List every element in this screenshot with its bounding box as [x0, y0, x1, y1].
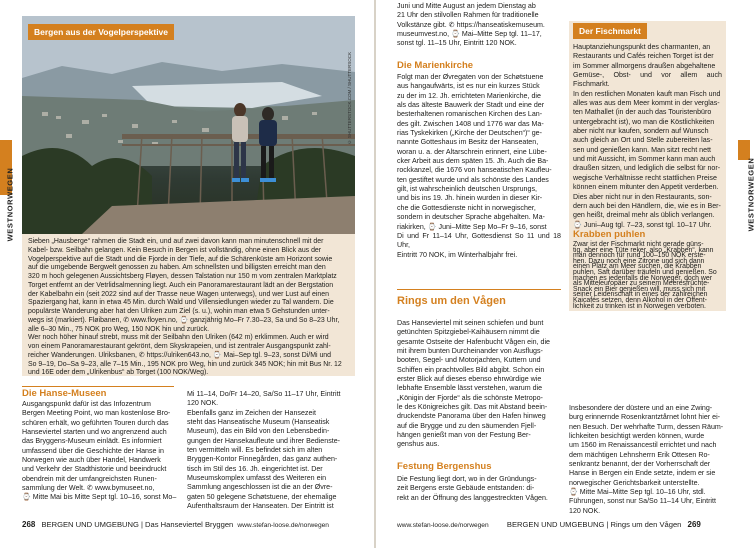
column-4-bottom-text: [569, 404, 726, 516]
text-line: museumvest.no, ⌚ Mai–Mitte Sep tgl. 11–17,: [397, 30, 542, 39]
text-line: seiner Leidenschaft in eines der zahlreichen: [573, 291, 708, 299]
text-line: wegische Verhältnisse recht stattlichen Preise: [573, 173, 717, 182]
text-line: Wer noch höher hinauf strebt, muss mit der Seilbahn den Ulriken (642 m) erklimmen. Auch er wird: [28, 334, 329, 342]
text-line: Dies aber nicht nur in den Restaurants, son-: [573, 192, 712, 201]
text-line: Volkstänze gibt. ✆ https://hanseatiskemuseum.: [397, 20, 545, 29]
text-line: Sieben „Hausberge“ rahmen die Stadt ein, und auf zwei davon kann man minutenschnell mit der: [28, 238, 324, 245]
text-line: „Königin der Fjorde“ als die schönste Metropo-: [397, 393, 543, 402]
text-line: nen Besuch. Der wehrhafte Turm, dessen Räum-: [569, 422, 724, 431]
column-2-text: [187, 390, 355, 511]
fischmarkt-title: Der Fischmarkt: [573, 23, 647, 39]
text-line: und mit Aussicht, im Sommer kann man auch: [573, 155, 716, 164]
footer-section: BERGEN UND UMGEBUNG: [41, 520, 139, 529]
text-line: alle 6–30 Min., 75 NOK pro Weg, 150 NOK hin und zurück.: [28, 325, 210, 333]
text-line: umfassend über die Geschichte der Hanse in: [22, 446, 164, 455]
text-line: Mi 11–14, Do/Fr 14–20, Sa/So 11–17 Uhr, Eintritt: [187, 390, 341, 398]
text-line: getünchten Spitzgiebel-Kaihäusern nimmt die: [397, 328, 540, 337]
text-line: Sammlung angeschlossen ist die an der Øvre-: [187, 483, 333, 492]
right-side-label: WESTNORWEGEN: [746, 157, 756, 232]
heading-rule: [22, 386, 174, 387]
text-line: Hanseviertel starten und wo angrenzend auch: [22, 428, 167, 437]
left-side-label: WESTNORWEGEN: [5, 167, 15, 242]
text-line: Die Festung liegt dort, wo in der Gründungs-: [397, 475, 537, 483]
text-line: als das älteste Bauwerk der Stadt und eine der: [397, 101, 545, 110]
text-line: senkrantz benannt, der der Vorherrschaft der: [569, 460, 711, 469]
heading-marienkirche: Die Marienkirche: [397, 60, 474, 71]
text-line: genshus aus.: [397, 440, 440, 449]
text-line: Das Hanseviertel mit seinen schiefen und bunt: [397, 319, 544, 327]
text-line: cker Arbeit aus dem späten 15. Jh. Auch die Ba-: [397, 157, 549, 166]
text-line: der Kabelbahn ein (seit 2022 sind auf der Trasse neue Wagen unterwegs), und wer Lust auf einen: [28, 290, 329, 298]
text-line: ⌚ Juni–Aug tgl. 7–23, sonst tgl. 10–17 Uhr.: [573, 220, 712, 229]
column-3-bottom-text: [397, 319, 561, 450]
text-line: woran u. a. der Altarschrein erinnert, eine Lübe-: [397, 147, 547, 156]
photo-credit: © SHUTTERSTOCK.COM / SHUTTERSOCK: [347, 52, 352, 145]
text-line: Ausgangspunkt dafür ist das Infozentrum: [22, 400, 151, 408]
text-line: und Verkehr der Stadthistorie und beeindruckt: [22, 465, 167, 474]
hausberge-infobox: [22, 234, 355, 376]
text-line: rias Tyskekirken („Kirche der Deutschen“)“ ge-: [397, 129, 542, 138]
footer-subsection: Rings um den Vågen: [610, 520, 682, 529]
text-line: Führungen, sonst nur Sa/So 11–14 Uhr, Eintritt: [569, 497, 716, 506]
text-line: Hauptanziehungspunkt des charmanten, an: [573, 43, 711, 51]
text-line: Folgt man der Øvregaten von der Schøtstuene: [397, 73, 544, 81]
text-line: lichkeiten besichtigt werden können, wurde: [569, 432, 705, 441]
text-line: zeit Bergens erste Gebäude entstanden: di-: [397, 484, 535, 493]
column-3-end-text: [397, 475, 561, 503]
text-line: besterhaltenen romanischen Kirchen des Lan-: [397, 110, 543, 119]
text-line: gaten 50 gelegene Schøtstuene, der ehemalige: [187, 492, 337, 501]
text-line: des gilt. Zwischen 1408 und 1776 war das Ma-: [397, 119, 544, 128]
text-line: Schiffen ein prachtvolles Bild abgibt. Schon ein: [397, 365, 545, 374]
text-line: Torget entfernt an der Vetrlidsalmenning liegt. Auch ein Panoramarestaurant lädt an der Bergstation: [28, 281, 334, 289]
text-line: um 1560 im Renaissancestil errichtet und nach: [569, 441, 717, 450]
footer-section: BERGEN UND UMGEBUNG: [506, 520, 605, 529]
left-footer: 268 BERGEN UND UMGEBUNG | Das Hanseviertel Bryggen www.stefan-loose.de/norwegen: [22, 520, 329, 529]
heading-festung-bergenshus: Festung Bergenshus: [397, 461, 492, 472]
text-line: dem mächtigen Lehnsherrn Erik Ottesen Ro-: [569, 450, 710, 459]
text-line: puhlen, Saft darüber träufeln und genießen. So: [573, 268, 717, 276]
footer-subsection: Das Hanseviertel Bryggen: [145, 520, 234, 529]
infobox-text: [28, 238, 349, 378]
heading-rule: [397, 289, 561, 290]
text-line: Museum), das ein Bild von den Lebensbedin-: [187, 427, 330, 436]
text-line: burg erinnernde Rosenkrantztårnet lohnt hier ei-: [569, 413, 721, 422]
text-line: Di und Fr 11–14 Uhr, Gottesdienst So 11 und 18 Uhr,: [397, 231, 561, 250]
text-line: nannte Gotteshaus im Besitz der Hanseaten,: [397, 138, 539, 147]
text-line: booten, Segel- und Motorjachten, Kuttern und: [397, 356, 541, 365]
text-line: 120 NOK.: [569, 506, 601, 515]
text-line: das Bryggens-Museum einlädt. Es informiert: [22, 437, 162, 446]
text-line: und bis ins 19. Jh. hinein wurden in dieser Kir-: [397, 194, 543, 203]
text-line: Kaicafés setzen, denn Alkohol in der Öffent-: [573, 296, 707, 304]
text-line: riakirken, ⌚ Juni–Mitte Sep Mo–Fr 9–16, sonst: [397, 222, 547, 231]
text-line: auf die umgebende Bergwelt genossen zu haben. Am schnellsten und billigsten erreicht man den: [28, 264, 326, 272]
text-line: auf die Brygge und zu den säumenden Fjell-: [397, 421, 537, 430]
text-line: untergebracht ist), wo man die Köstlichkeiten: [573, 117, 715, 126]
text-line: Eintritt 70 NOK, im Winterhalbjahr frei.: [397, 250, 518, 259]
text-line: sammlung der Welt. ✆ www.bymuseet.no,: [22, 484, 155, 493]
text-line: le des Königreiches gilt. Das mit Abstand beein-: [397, 403, 548, 412]
text-line: aus hangaufwärts, ist es nur ein kurzes Stück: [397, 82, 540, 91]
text-line: 320 m hoch gelegenen Aussichtsberg Fløyen, dessen Talstation nur 150 m vom zentralen Marktplatz: [28, 273, 337, 280]
text-line: Bergen Meeting Point, wo man kostenlose Bro-: [22, 409, 171, 418]
text-line: im Sommer allmorgens draußen abgehaltene: [573, 61, 716, 70]
text-line: Insbesondere der düstere und an eine Zwing-: [569, 404, 713, 412]
text-line: Juni und Mitte August an jedem Dienstag ab: [397, 2, 536, 10]
left-page: [0, 0, 374, 548]
text-line: In den restlichen Monaten kauft man Fisch und: [573, 89, 721, 98]
text-line: tig, aber eine Tüte reker, also „Krabben“, kann: [573, 246, 714, 254]
text-line: alles was aus dem Meer kommt in der verglas-: [573, 99, 720, 108]
text-line: reicher Wanderungen. Ulriksbanen, ✆ https://ulriken643.no, ⌚ Mai–Sep tgl. 9–23, sonst Di/Mi und: [28, 351, 332, 359]
text-line: sonst tgl. 11–15 Uhr, Eintritt 120 NOK.: [397, 39, 517, 48]
text-line: lichkeit zu trinken ist in Norwegen verboten.: [573, 302, 706, 310]
text-line: gen heißt, dreimal mehr als üblich verlangen.: [573, 211, 715, 220]
text-line: man dennoch für rund 100–150 NOK erste-: [573, 252, 706, 260]
fischmarkt-text: [573, 43, 722, 230]
text-line: ten Mathallet (in der auch das Touristenbüro: [573, 108, 712, 117]
text-line: können einem mitunter den Appetit verderben.: [573, 183, 719, 192]
text-line: Restaurants und Cafés reichen Torget ist der: [573, 52, 714, 61]
text-line: ⌚ Mitte Mai bis Mitte Sept tgl. 10–16, sonst Mo–: [22, 493, 177, 502]
text-line: hen. Dazu noch eine Zitrone und sich dann: [573, 257, 705, 265]
text-line: von einem Panoramarestaurant gekrönt, dem Skyskrapeien, und ist zentraler Ausgangspunkt zahl-: [28, 343, 331, 350]
text-line: wegs ist (markiert). Fløibanen, ✆ www.floyen.no, ⌚ ganzjährig Mo–Fr 7.30–23, Sa und So 8–23 Uhr,: [28, 316, 340, 324]
text-line: dern auch bei den Händlern, die, wie es in Ber-: [573, 201, 721, 210]
text-line: hängen genießt man von der Festung Ber-: [397, 431, 531, 440]
text-line: 21 Uhr den stilvollen Rahmen für traditionelle: [397, 11, 539, 20]
footer-website[interactable]: www.stefan-loose.de/norwegen: [397, 522, 489, 529]
text-line: Aufenthaltsraum der Hanseaten. Der Eintritt ist: [187, 502, 334, 511]
text-line: aber nicht nur kaufen, sondern auf Wunsch: [573, 127, 709, 136]
text-line: lebhafte Ensemble lässt verstehen, warum die: [397, 384, 543, 393]
page-number: 269: [687, 520, 701, 529]
right-footer: www.stefan-loose.de/norwegen BERGEN UND UMGEBUNG | Rings um den Vågen 269: [397, 520, 701, 529]
text-line: ten vermitteln will. Es befindet sich im alten: [187, 446, 323, 455]
footer-website[interactable]: www.stefan-loose.de/norwegen: [237, 522, 329, 529]
text-line: ten gestiftet wurde und als schönste des Landes: [397, 175, 549, 184]
text-line: erster Blick auf dieses ebenso ehrwürdige wie: [397, 375, 542, 384]
text-line: Vogelperspektive auf die Stadt und die Fjorde in der Tiefe, auf die Schärenküste am Horizont sowie: [28, 255, 333, 263]
text-line: ⌚ Mitte Mai–Mitte Sep tgl. 10–16 Uhr, stdl.: [569, 488, 706, 497]
text-line: einen Platz am Meer suchen, die Krabben: [573, 263, 702, 271]
text-line: Bryggen-Kontor Finnegården, das ganz authen-: [187, 455, 338, 464]
text-line: und 16E oder dem „Ulrikenbus“ ab Torget (100 NOK/Weg).: [28, 369, 209, 377]
text-line: che die Gottesdienste nicht in norwegischer,: [397, 203, 536, 212]
text-line: Spaziergang hat, kann in etwa 45 Min. durch Wald und Villensiedlungen wieder zu Tal wandern. Die: [28, 299, 334, 307]
text-line: Gemüse-, Obst- und vor allem auch Fischmarkt.: [573, 71, 722, 89]
photo-illustration: [22, 16, 355, 234]
photo-title: Bergen aus der Vogelperspektive: [28, 24, 174, 40]
text-line: Ebenfalls ganz im Zeichen der Hansezeit: [187, 408, 316, 417]
text-line: draußen sitzen, und lediglich die selbst für nor-: [573, 164, 721, 173]
text-line: druckendste Panorama über den Hafen hinweg: [397, 412, 546, 421]
krabben-text: [573, 242, 722, 309]
text-line: auch gleich an Ort und Stelle zubereiten las-: [573, 136, 713, 145]
text-line: Zwar ist der Fischmarkt nicht gerade güns-: [573, 241, 704, 248]
column-3-mid-text: [397, 73, 561, 260]
text-line: zu der im 12. Jh. errichteten Marienkirche, die: [397, 91, 541, 100]
heading-hanse-museen: Die Hanse-Museen: [22, 388, 107, 399]
text-line: sondern in deutscher Sprache abgehalten. Ma-: [397, 213, 545, 222]
text-line: Kabel- bzw. Seilbahn gelangen. Kein Besuch in Bergen ist vollständig, ohne einen Blick aus der: [28, 246, 322, 254]
text-line: rekt an der Öffnung des langgestreckten Vågen.: [397, 493, 548, 502]
text-line: populärste Wanderung aber hat den Ulriken zum Ziel (s. u.), wohin man etwa 5 Gehstunden unter-: [28, 308, 330, 315]
page-number: 268: [22, 520, 36, 529]
text-line: schüren erhält, wo geführten Touren durch das: [22, 418, 169, 427]
heading-krabben-puhlen: Krabben puhlen: [573, 229, 646, 240]
text-line: Hanse in Bergen ein Ende setzte, indem er sie: [569, 469, 716, 478]
bergen-photo: [22, 16, 355, 234]
text-line: tisch im Stil des 16. Jh. eingerichtet ist. Der: [187, 464, 323, 473]
text-line: So 9–19, Do–Sa 9–23, alle 7–15 Min., 195 NOK pro Weg, hin und zurück 345 NOK; hin mit Bus Nr. 12: [28, 360, 342, 368]
text-line: obendrein mit der umfangreichsten Runen-: [22, 474, 157, 483]
text-line: Snack ein Bier genießen will, muss sich mit: [573, 285, 706, 293]
fischmarkt-box: [569, 21, 726, 311]
text-line: rockkanzel, die 1676 von hanseatischen Kaufleu-: [397, 166, 552, 175]
heading-rings-um-den-vagen: Rings um den Vågen: [397, 295, 506, 307]
text-line: mit ihrem bunten Durcheinander von Ausflugs-: [397, 347, 543, 356]
text-line: als Mitteleuropäer zu seinem Meeresfrüchte-: [573, 280, 710, 288]
text-line: 120 NOK.: [187, 399, 219, 408]
text-line: machen es jedenfalls die Norweger, doch wer: [573, 274, 713, 282]
column-1-text: [22, 400, 178, 503]
text-line: gesamte Ostseite der Hafenbucht Vågen ein, die: [397, 337, 551, 346]
text-line: gilt, ist wahrscheinlich deutschen Ursprungs,: [397, 185, 537, 194]
text-line: gungen der Hansekaufleute und ihrer Bedienste-: [187, 436, 341, 445]
text-line: Norwegen wie auch über Handel, Handwerk: [22, 456, 161, 465]
text-line: steht das Hanseatische Museum (Hanseatisk: [187, 418, 330, 427]
text-line: norwegischer Gerichtsbarkeit unterstellte.: [569, 478, 700, 487]
text-line: Museumskomplex umfasst des Weiteren ein: [187, 474, 327, 483]
column-3-top-text: [397, 2, 561, 49]
text-line: sen und genießen kann. Man sitzt recht nett: [573, 145, 712, 154]
